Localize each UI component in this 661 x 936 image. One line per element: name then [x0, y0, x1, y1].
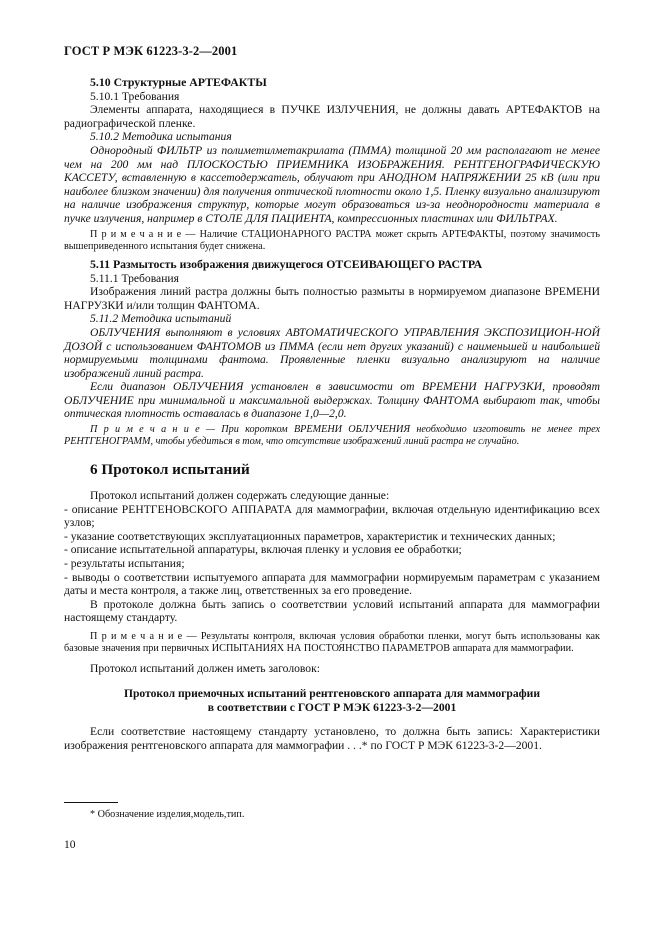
section-6-intro: Протокол испытаний должен содержать следующие данные:	[90, 489, 390, 503]
section-5-11-2-text: ОБЛУЧЕНИЯ выполняют в условиях АВТОМАТИЧЕСКОГО УПРАВЛЕНИЯ ЭКСПОЗИЦИОН-НОЙ ДОЗОЙ с использованием ФАНТОМОВ из ПММА (если нет других указаний) с наименьшей и наибольшей нормируемыми толщинами фантома. Проявленные пленки визуально анализируют на наличие изображений линий растра.	[64, 325, 600, 380]
note-label: П р и м е ч а н и е —	[90, 424, 215, 436]
footnote: * Обозначение изделия,модель,тип.	[90, 809, 245, 820]
section-5-11-2-heading: 5.11.2 Методика испытаний	[90, 312, 232, 326]
section-5-11-title: 5.11 Размытость изображения движущегося ОТСЕИВАЮЩЕГО РАСТРА	[90, 256, 483, 271]
section-6-note	[64, 631, 600, 655]
section-6-title: 6 Протокол испытаний	[90, 461, 250, 479]
footnote-separator	[64, 802, 118, 803]
section-5-11-note	[64, 424, 600, 448]
section-6-record-text: В протоколе должна быть запись о соответствии условий испытаний аппарата для маммографии настоящему стандарту.	[64, 597, 600, 625]
page-body	[64, 76, 600, 752]
section-6-item: - выводы о соответствии испытуемого аппарата для маммографии нормируемым параметрам с указанием даты и места контроля, а также лиц, ответственных за его проведение.	[64, 570, 600, 598]
protocol-title-line-1: Протокол приемочных испытаний рентгеновского аппарата для маммографии	[123, 687, 541, 700]
note-text: Наличие СТАЦИОНАРНОГО РАСТРА может скрыть АРТЕФАКТЫ, поэтому значимость вышеприведенного испытания будет снижена.	[64, 228, 600, 252]
section-5-11-1-text: Изображения линий растра должны быть полностью размыты в нормируемом диапазоне ВРЕМЕНИ НАГРУЗКИ и/или толщин ФАНТОМА.	[64, 285, 600, 312]
note-label: П р и м е ч а н и е —	[90, 228, 196, 240]
section-6-item: - описание РЕНТГЕНОВСКОГО АППАРАТА для маммографии, включая отдельную идентификацию всех узлов;	[64, 502, 600, 530]
section-5-10-note	[64, 229, 600, 253]
section-5-10-2-text: Однородный ФИЛЬТР из полиметилметакрилата (ПММА) толщиной 20 мм располагают не менее чем на 200 мм над ПЛОСКОСТЬЮ ПРИЕМНИКА ИЗОБРАЖЕНИЯ. РЕНТГЕНОГРАФИЧЕСКУЮ КАССЕТУ, вставленную в кассетодержатель, облучают при АНОДНОМ НАПРЯЖЕНИИ 25 кВ (или при наиболее близком значении) для получения оптической плотности около 1,5. Пленку визуально анализируют на наличие изображения структур, которые могут образоваться из-за неоднородности материала в пучке излучения, например в СТОЛЕ ДЛЯ ПАЦИЕНТА, компрессионных пластинах или ФИЛЬТРАХ.	[64, 143, 600, 225]
page-number: 10	[64, 838, 76, 851]
section-5-10-title: 5.10 Структурные АРТЕФАКТЫ	[90, 75, 267, 89]
section-6-item: - результаты испытания;	[64, 557, 185, 571]
note-text: Результаты контроля, включая условия обработки пленки, могут быть использованы как базовые значения при первичных ИСПЫТАНИЯХ НА ПОСТОЯНСТВО ПАРАМЕТРОВ аппарата для маммографии.	[64, 631, 600, 655]
note-label: П р и м е ч а н и е —	[90, 631, 197, 642]
section-5-10-1-heading: 5.10.1 Требования	[90, 89, 180, 103]
note-text: При коротком ВРЕМЕНИ ОБЛУЧЕНИЯ необходимо изготовить не менее трех РЕНТГЕНОГРАММ, чтобы убедиться в том, что отсутствие изображений линий растра не случайно.	[64, 424, 600, 448]
section-5-11-1-heading: 5.11.1 Требования	[90, 271, 179, 285]
section-6-item: - описание испытательной аппаратуры, включая пленку и условия ее обработки;	[64, 543, 462, 557]
section-6-item: - указание соответствующих эксплуатационных параметров, характеристик и технических данных;	[64, 529, 556, 543]
section-5-10-2-heading: 5.10.2 Методика испытания	[90, 130, 232, 144]
section-6-compliance-text: Если соответствие настоящему стандарту установлено, то должна быть запись: Характеристики изображения рентгеновского аппарата для маммографии . . .* по ГОСТ Р МЭК 61223-3-2—2001.	[64, 725, 600, 752]
section-6-heading-intro: Протокол испытаний должен иметь заголовок:	[90, 662, 320, 676]
section-5-10-1-text: Элементы аппарата, находящиеся в ПУЧКЕ ИЗЛУЧЕНИЯ, не должны давать АРТЕФАКТОВ на радиографической пленке.	[64, 103, 600, 130]
standard-header: ГОСТ Р МЭК 61223-3-2—2001	[64, 44, 238, 58]
protocol-title-line-2: в соответствии с ГОСТ Р МЭК 61223-3-2—2001	[207, 701, 457, 714]
section-5-11-2-text-2: Если диапазон ОБЛУЧЕНИЯ установлен в зависимости от ВРЕМЕНИ НАГРУЗКИ, проводят ОБЛУЧЕНИЕ при минимальной и максимальной выдержках. Толщину ФАНТОМА выбирают так, чтобы оптическая плотность оставалась в диапазоне 1,0—2,0.	[64, 380, 600, 421]
